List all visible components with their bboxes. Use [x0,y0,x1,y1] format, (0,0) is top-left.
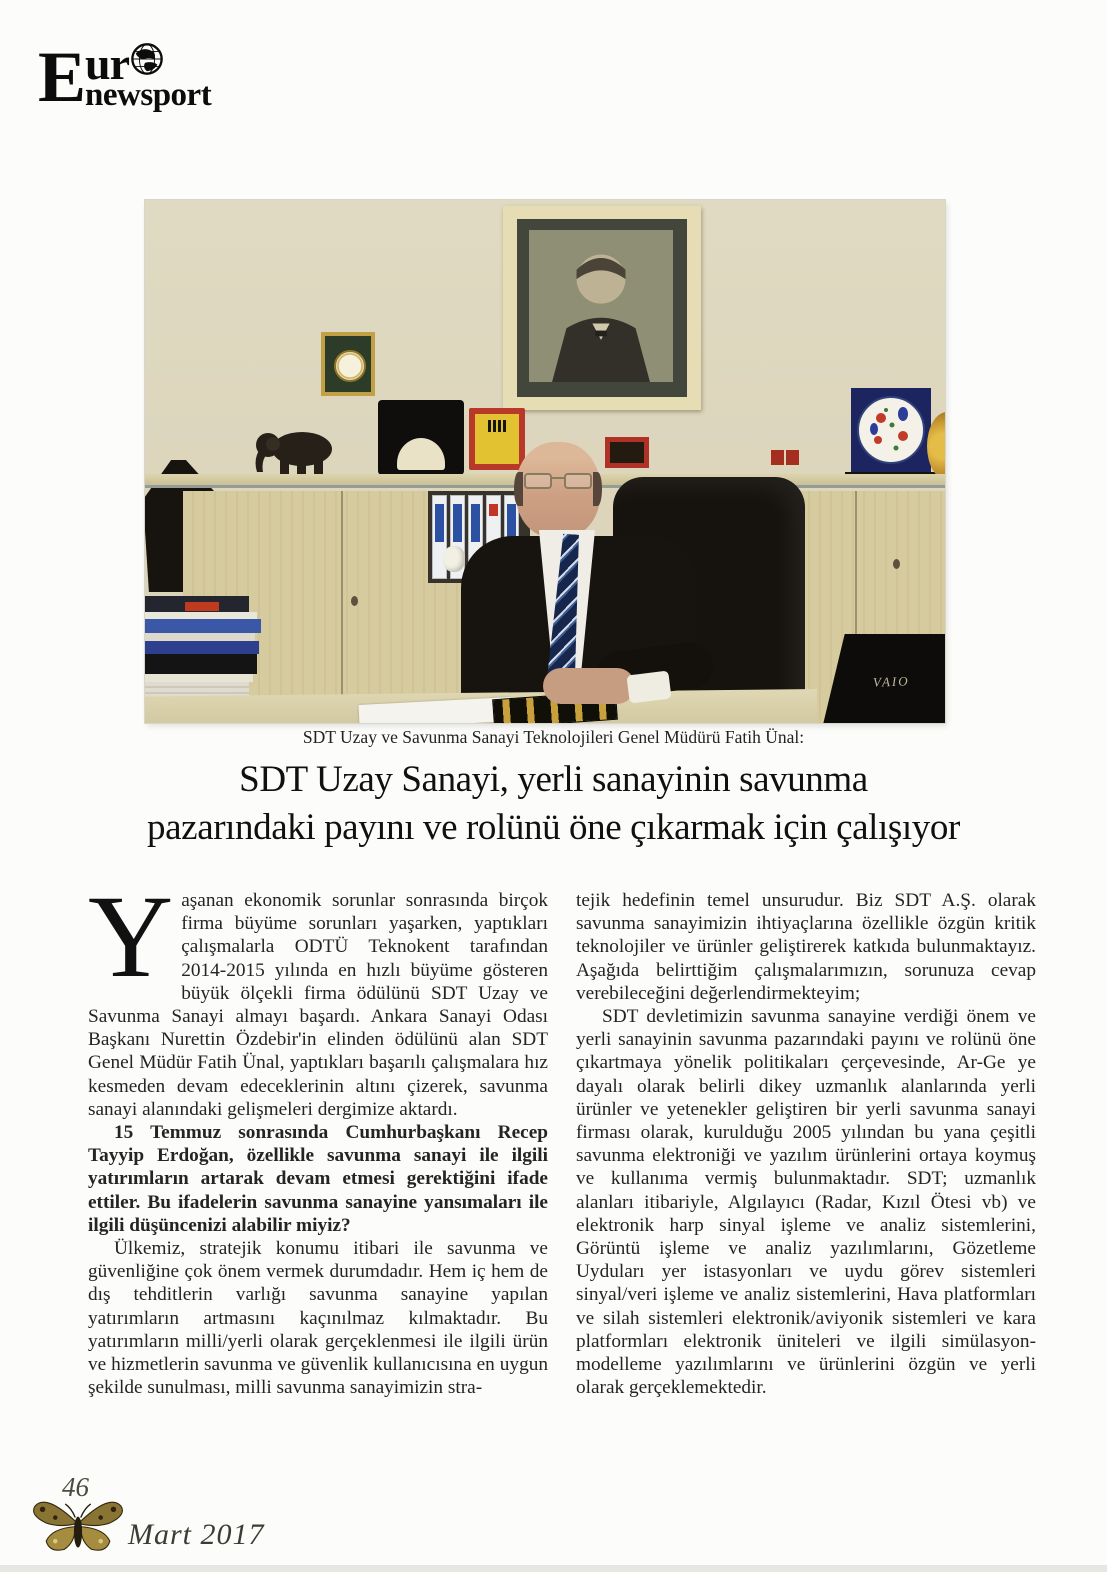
article-body [88,871,1036,1399]
folded-hands [543,668,635,704]
plaque-logo [488,420,506,432]
logo-rest: ur [85,38,130,89]
award-display-box [378,400,464,475]
globe-icon [130,42,164,76]
paragraph-4: SDT devletimizin savunma sanayine verdiği önem ve yerli sanayinin savunma pazarındaki payını ve rolünü öne çıkartmaya yönelik politikaları çerçevesinde, Ar-Ge ye dayalı olarak belirli dikey uzmanlık alanlarında yerli ürünler ve yetenekler geliştiren bir yerli savunma sanayi firması olarak, kurulduğu 2005 yılından bu yana çeşitli savunma elektroniği ve yazılım ürünlerini ortaya koymuş ve kullanıma vermiş bulunmaktadır. SDT; uzmanlık alanları itibariyle, Algılayıcı (Radar, Kızıl Ötesi vb) ve elektronik harp sinyal işleme ve analiz sistemlerini, Görüntü işleme ve analiz yazılımlarını, Gözetleme Uyduları yer istasyonları ve uydu görev sistemleri sinyal/veri işleme ve analiz sistemlerini, Hava platformları ve silah sistemleri elektronik/aviyonik sistemleri ve kara platformları elektronik üniteleri ve ilgili simülasyon-modelleme yazılımlarını ve ürünlerini özgün ve yerli olarak gerçeklemektedir. [576,1006,1036,1399]
interview-question: 15 Temmuz sonrasında Cumhurbaşkanı Recep Tayyip Erdoğan, özellikle savunma sanayi ile ilgili yatırımların artarak devam etmesi gerektiğini ifade ettiler. Bu ifadelerin savunma sanayine yansımaları ile ilgili düşüncenizi alabilir miyiz? [88,1122,548,1236]
man-head [516,442,600,538]
logo-initial: E [38,37,85,117]
right-column [576,889,1036,1399]
logo-second-line: newsport [85,77,212,113]
office-photo [145,200,945,723]
small-red-box [771,450,784,465]
paper-roll [443,546,465,572]
iznik-plate [851,388,931,478]
shirt-cuff [626,671,671,704]
logo-right [85,38,212,113]
ataturk-portrait-frame [503,206,701,410]
ceramic-plate-display [851,388,931,478]
elephant-figurine [250,424,340,479]
issue-date: Mart 2017 [128,1518,265,1551]
dropcap: Y [88,871,174,1002]
euro-newsport-logo [38,37,212,117]
photo-caption: SDT Uzay ve Savunma Sanayi Teknolojileri Genel Müdürü Fatih Ünal: [302,727,805,747]
small-red-box [786,450,799,465]
vaio-logo: VAIO [872,673,910,690]
headline-line1: SDT Uzay Sanayi, yerli sanayinin savunma [239,759,868,800]
binder-label [185,602,219,611]
headline-line2: pazarındaki payını ve rolünü öne çıkarmak için çalışıyor [147,807,960,848]
keyhole [351,596,358,606]
award-trophy [397,438,445,470]
paragraph-2: Ülkemiz, stratejik konumu itibari ile savunma ve güvenliğine çok önem vermek durumdadır. Hem iç hem de dış tehditlerin varlığı savunma sanayine yapılan yatırımların artmasını kaçınılmaz kılmaktadır. Bu yatırımların milli/yerli olarak gerçeklenmesi ile ilgili ürün ve hizmetlerin savunma ve güvenlik kullanıcısına en uygun şekilde sunulması, milli savunma sanayimizin stra- [88,1238,548,1399]
glasses [522,473,594,490]
left-column [88,871,548,1399]
plaque-face [475,414,519,464]
keyhole [893,559,900,569]
paragraph-1: Yaşanan ekonomik sorunlar sonrasında birçok firma büyüme sorunları yaşarken, yaptıkları çalışmalarla ODTÜ Teknokent tarafından 2014-2015 yılında en hızlı büyüme gösteren büyük ölçekli firma ödülünü SDT Uzay ve Savunma Sanayi almayı başardı. Ankara Sanayi Odası Başkanı Nurettin Özdebir'in elinden ödülünü alan SDT Genel Müdür Fatih Ünal, yaptıkları başarılı çalışmalara hız kesmeden devam edeceklerinin altını çizerek, savunma sanayi alanındaki gelişmeleri dergimize aktardı. [88,871,548,1120]
portrait-mat [517,219,687,397]
framed-medallion [321,332,375,396]
article-headline [0,756,1107,852]
award-plaque [469,408,525,470]
man-hair [593,472,602,506]
paragraph-3: tejik hedefinin temel unsurudur. Biz SDT A.Ş. olarak savunma sanayimizin ihtiyaçlarına özellikle özgün kritik teknolojiler ve ürünler geliştirerek katkıda bulunmaktayız. Aşağıda belirttiğim çalışmalarımızın, sorunuza cevap verebileceğini değerlendirmekteyim; [576,890,1036,1004]
scan-edge [0,1565,1107,1572]
red-framed-item [605,437,649,468]
ataturk-portrait [529,230,673,382]
page-number: 46 [62,1472,89,1502]
